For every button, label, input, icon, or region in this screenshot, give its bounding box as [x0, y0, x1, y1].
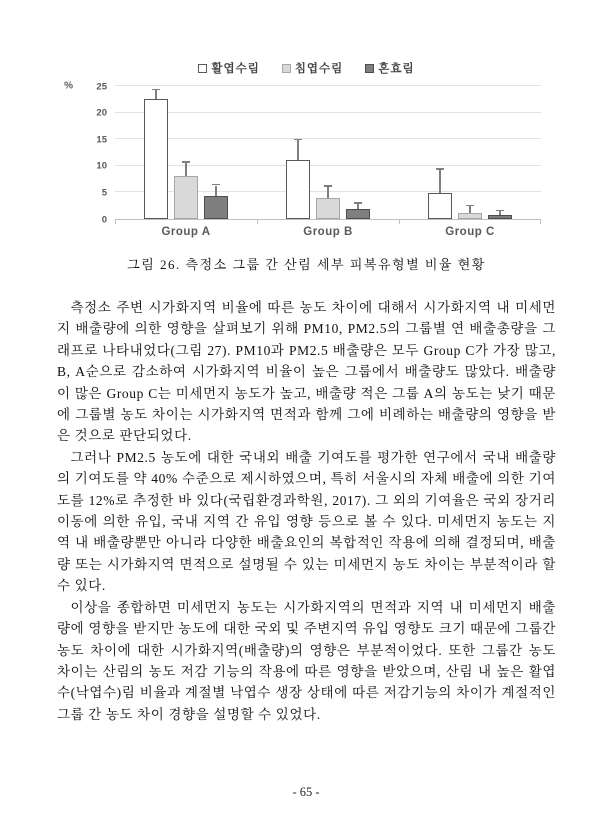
error-bar [215, 186, 216, 196]
error-bar-cap [324, 185, 332, 186]
error-bar-cap [212, 184, 220, 185]
gridline [115, 112, 541, 113]
x-label-group-a: Group A [161, 226, 211, 238]
error-bar-cap [294, 139, 302, 140]
x-label-group-b: Group B [303, 226, 353, 238]
y-tick-label: 5 [101, 187, 107, 199]
error-bar-cap [466, 205, 474, 206]
legend-item-1 [198, 60, 259, 76]
bar-group-b-series-1 [286, 160, 310, 219]
error-bar [297, 140, 298, 161]
error-bar-cap [496, 210, 504, 211]
figure-caption: 그림 26. 측정소 그룹 간 산림 세부 피복유형별 비율 현황 [127, 257, 486, 272]
legend-item-3 [365, 60, 414, 76]
legend-item-2 [282, 60, 343, 76]
error-bar-cap [152, 89, 160, 90]
bar-group-a-series-1 [144, 99, 168, 219]
bar-group-c-series-2 [458, 213, 482, 219]
body-text [57, 297, 556, 725]
error-bar [185, 163, 186, 176]
y-tick-label: 20 [96, 107, 107, 119]
bar-group-b-series-2 [316, 198, 340, 219]
y-tick-label: 10 [96, 160, 107, 172]
x-axis-tick [540, 220, 541, 224]
gridline [115, 85, 541, 86]
error-bar [357, 204, 358, 210]
gridline [115, 138, 541, 139]
error-bar [327, 187, 328, 199]
error-bar [499, 211, 500, 215]
bar-group-c-series-3 [488, 215, 512, 219]
bar-group-a-series-3 [204, 196, 228, 219]
chart-legend [57, 60, 556, 76]
error-bar [155, 90, 156, 99]
y-tick-label: 0 [101, 214, 107, 225]
legend-label: 혼효림 [378, 63, 415, 75]
x-axis-tick [257, 220, 258, 224]
bar-group-a-series-2 [174, 176, 198, 219]
paragraph-1: 측정소 주변 시가화지역 비율에 따른 농도 차이에 대해서 시가화지역 내 미세먼지 배출량에 의한 영향을 살펴보기 위해 PM10, PM2.5의 그룹별 연 배출총량을 그래프로 나타내었다(그림 27). PM10과 PM2.5 배출량은 모두 Group C가 가장 많고, B, A순으로 감소하여 시가화지역 비율이 높은 그룹에서 배출량도 많았다. 배출량이 많은 Group C는 미세먼지 농도가 높고, 배출량 적은 그룹 A의 농도는 낮기 때문에 그룹별 농도 차이는 시가화지역 면적과 함께 그에 비례하는 배출량의 영향을 받은 것으로 판단되었다. [57, 300, 556, 444]
legend-label: 침엽수림 [294, 63, 344, 75]
error-bar-cap [182, 161, 190, 162]
paragraph-3: 이상을 종합하면 미세먼지 농도는 시가화지역의 면적과 지역 내 미세먼지 배출량에 영향을 받지만 농도에 대한 국외 및 주변지역 유입 영향도 크기 때문에 그룹간 농도 차이에 대한 시가화지역(배출량)의 영향은 부분적이었다. 또한 그룹간 농도 차이는 산림의 농도 저감 기능의 작용에 따른 영향을 받았으며, 산림 내 높은 활엽수(낙엽수)림 비율과 계절별 낙엽수 생장 상태에 따른 저감기능의 차이가 계절적인 그룹 간 농도 차이 경향을 설명할 수 있었다. [57, 599, 556, 722]
error-bar-cap [436, 168, 444, 169]
chart-x-axis-labels [115, 226, 541, 238]
x-axis-tick [115, 220, 116, 224]
chart-plot-area [64, 80, 541, 225]
bar-chart [64, 80, 556, 238]
legend-swatch-icon [198, 64, 207, 73]
y-tick-label: 15 [96, 134, 107, 146]
figure-block [57, 60, 556, 273]
gridline [115, 165, 541, 166]
bar-group-c-series-1 [428, 193, 452, 219]
error-bar [439, 170, 440, 193]
legend-swatch-icon [282, 64, 291, 73]
y-axis-unit-label: % [64, 80, 73, 92]
bar-group-b-series-3 [346, 209, 370, 219]
x-label-group-c: Group C [445, 226, 495, 238]
error-bar-cap [354, 202, 362, 203]
paragraph-2: 그러나 PM2.5 농도에 대한 국내외 배출 기여도를 평가한 연구에서 국내 배출량의 기여도를 약 40% 수준으로 제시하였으며, 특히 서울시의 자체 배출에 의한 기여도를 12%로 추정한 바 있다(국립환경과학원, 2017). 그 외의 기여율은 국외 장거리 이동에 의한 유입, 국내 지역 간 유입 영향 등으로 볼 수 있다. 미세먼지 농도는 지역 내 배출량뿐만 아니라 다양한 배출요인의 복합적인 작용에 의해 결정되며, 배출량 또는 시가화지역 면적으로 설명될 수 있는 미세먼지 농도 차이는 부분적이라 할 수 있다. [57, 449, 556, 594]
x-axis-tick [399, 220, 400, 224]
legend-label: 활엽수림 [211, 63, 260, 75]
error-bar [469, 206, 470, 213]
page-number: - 65 - [292, 785, 320, 799]
legend-swatch-icon [365, 64, 374, 73]
y-tick-label: 25 [96, 81, 107, 92]
